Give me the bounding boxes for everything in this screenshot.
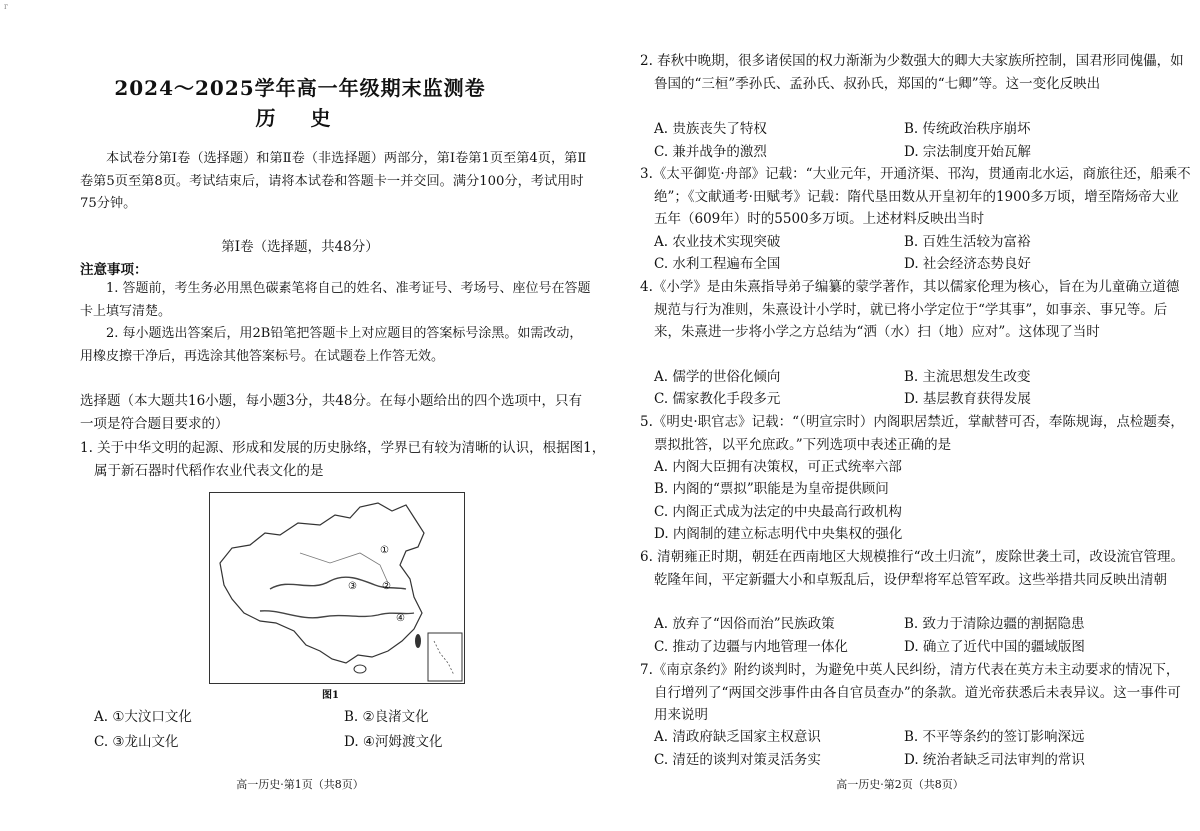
notice-item: 1. 答题前，考生务必用黑色碳素笔将自己的姓名、准考证号、考场号、座位号在答题卡上填写清楚。 [80, 281, 591, 319]
q2-option-a: A. 贵族丧失了特权 [654, 121, 767, 137]
question-2: 2. 春秋中晚期，很多诸侯国的权力渐渐为少数强大的卿大夫家族所控制，国君形同傀儡，如鲁国的“三桓”季孙氏、孟孙氏、叔孙氏，郑国的“七卿”等。这一变化反映出 [640, 53, 1184, 92]
exam-page-2 [600, 0, 1200, 831]
q1-option-a: A. ①大汶口文化 [94, 709, 192, 725]
china-map-figure [209, 492, 465, 684]
subject-title: 历 史 [255, 106, 345, 130]
question-7: 7.《南京条约》附约谈判时，为避免中英人民纠纷，清方代表在英方未主动要求的情况下，自行增列了“两国交涉事件由各自官员查办”的条款。道光帝获悉后未表异议。这一事件可用来说明 [640, 662, 1181, 724]
q4-option-a: A. 儒学的世俗化倾向 [654, 369, 781, 385]
map-marker-2: ② [382, 581, 391, 592]
taiwan-island [415, 634, 421, 648]
map-marker-4: ④ [396, 613, 405, 624]
q3-option-a: A. 农业技术实现突破 [654, 234, 781, 250]
province-boundary [300, 553, 388, 583]
question-4: 4.《小学》是由朱熹指导弟子编纂的蒙学著作，其以儒家伦理为核心，旨在为儿童确立道德规范与行为准则，朱熹设计小学时，就已将小学定位于“学其事”，如事亲、事兄等。后来，朱熹进一步将小学之方总结为“洒（水）扫（地）应对”。这体现了当时 [640, 279, 1180, 341]
q7-option-c: C. 清廷的谈判对策灵活务实 [654, 752, 821, 768]
q4-option-b: B. 主流思想发生改变 [904, 369, 1031, 385]
q5-option-d: D. 内阁制的建立标志明代中央集权的强化 [654, 526, 903, 542]
figure-label: 图1 [322, 690, 339, 701]
choice-section-heading: 选择题（本大题共16小题，每小题3分，共48分。在每小题给出的四个选项中，只有一项是符合题目要求的） [80, 393, 582, 432]
q6-option-b: B. 致力于清除边疆的割据隐患 [904, 616, 1085, 632]
q3-option-b: B. 百姓生活较为富裕 [904, 234, 1031, 250]
q6-option-d: D. 确立了近代中国的疆域版图 [904, 639, 1085, 655]
q6-option-a: A. 放弃了“因俗而治”民族政策 [654, 616, 835, 632]
page-footer: 高一历史·第1页（共8页） [236, 778, 364, 791]
hainan-island [354, 665, 366, 673]
notice-item: 2. 每小题选出答案后，用2B铅笔把答题卡上对应题目的答案标号涂黑。如需改动，用橡皮擦干净后，再选涂其他答案标号。在试题卷上作答无效。 [80, 326, 583, 364]
notice-title: 注意事项： [80, 262, 148, 278]
q3-option-c: C. 水利工程遍布全国 [654, 256, 781, 272]
q1-option-b: B. ②良渚文化 [344, 709, 429, 725]
section-heading: 第Ⅰ卷（选择题，共48分） [221, 239, 379, 255]
q1-option-d: D. ④河姆渡文化 [344, 734, 443, 750]
q7-option-b: B. 不平等条约的签订影响深远 [904, 729, 1085, 745]
china-outline [220, 503, 424, 663]
question-1: 1. 关于中华文明的起源、形成和发展的历史脉络，学界已有较为清晰的认识，根据图1，属于新石器时代稻作农业代表文化的是 [80, 440, 606, 479]
corner-mark: г [4, 2, 9, 11]
question-3: 3.《太平御览·舟部》记载：“大业元年，开通济渠、邗沟，贯通南北水运，商旅往还，船乘不绝”；《文献通考·田赋考》记载：隋代垦田数从开皇初年的1900多万顷，增至隋炀帝大业五年（609年）时的5500多万顷。上述材料反映出当时 [640, 166, 1191, 228]
south-sea-line [434, 641, 454, 675]
q6-option-c: C. 推动了边疆与内地管理一体化 [654, 639, 848, 655]
yangtze-river [260, 611, 414, 618]
q7-option-a: A. 清政府缺乏国家主权意识 [654, 729, 821, 745]
q4-option-d: D. 基层教育获得发展 [904, 391, 1031, 407]
q3-option-d: D. 社会经济态势良好 [904, 256, 1031, 272]
q5-option-a: A. 内阁大臣拥有决策权，可正式统率六部 [654, 459, 902, 475]
question-5: 5.《明史·职官志》记载：“（明宣宗时）内阁职居禁近，掌献替可否，奉陈规诲，点检题奏，票拟批答，以平允庶政。”下列选项中表述正确的是 [640, 414, 1184, 453]
q2-option-c: C. 兼并战争的激烈 [654, 144, 767, 160]
exam-intro: 本试卷分第Ⅰ卷（选择题）和第Ⅱ卷（非选择题）两部分，第Ⅰ卷第1页至第4页，第Ⅱ卷第5页至第8页。考试结束后，请将本试卷和答题卡一并交回。满分100分，考试用时75分钟。 [80, 151, 587, 212]
q7-option-d: D. 统治者缺乏司法审判的常识 [904, 752, 1085, 768]
question-6: 6. 清朝雍正时期，朝廷在西南地区大规模推行“改土归流”，废除世袭土司，改设流官管理。乾隆年间，平定新疆大小和卓叛乱后，设伊犁将军总管军政。这些举措共同反映出清朝 [640, 549, 1184, 588]
q2-option-d: D. 宗法制度开始瓦解 [904, 144, 1031, 160]
china-map [210, 493, 464, 683]
map-marker-1: ① [380, 545, 389, 556]
map-marker-3: ③ [348, 581, 357, 592]
q5-option-b: B. 内阁的“票拟”职能是为皇帝提供顾问 [654, 481, 889, 497]
q2-option-b: B. 传统政治秩序崩坏 [904, 121, 1031, 137]
exam-title: 2024～2025学年高一年级期末监测卷 [114, 76, 486, 100]
q5-option-c: C. 内阁正式成为法定的中央最高行政机构 [654, 504, 902, 520]
q4-option-c: C. 儒家教化手段多元 [654, 391, 781, 407]
page-footer: 高一历史·第2页（共8页） [836, 778, 964, 791]
south-sea-inset [428, 633, 462, 681]
q1-option-c: C. ③龙山文化 [94, 734, 179, 750]
